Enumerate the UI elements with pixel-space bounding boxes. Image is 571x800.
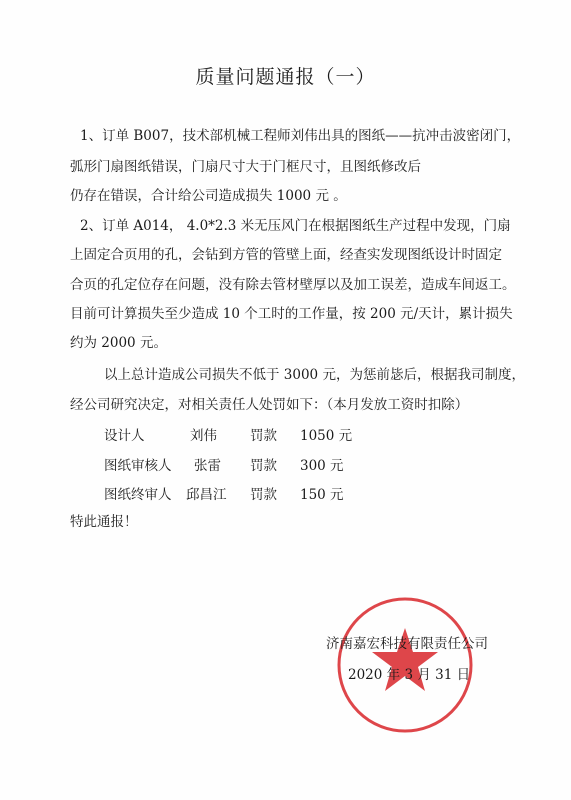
document-title: 质量问题通报（一）	[195, 66, 376, 88]
penalty-role: 图纸终审人	[104, 487, 172, 503]
paragraph-2-line-1: 2、订单 A014， 4.0*2.3 米无压风门在根据图纸生产过程中发现，门扇	[80, 218, 511, 234]
penalty-role: 设计人	[104, 428, 145, 444]
penalty-type: 罚款	[250, 458, 277, 474]
penalty-name: 张雷	[194, 458, 221, 474]
penalty-name: 刘伟	[190, 428, 217, 444]
paragraph-1-line-1: 1、订单 B007，技术部机械工程师刘伟出具的图纸——抗冲击波密闭门，	[80, 128, 521, 144]
summary-line-1: 以上总计造成公司损失不低于 3000 元，为惩前毖后，根据我司制度，	[104, 367, 525, 383]
document-date: 2020 年 3 月 31 日	[348, 667, 471, 683]
company-name: 济南嘉宏科技有限责任公司	[326, 636, 488, 652]
penalty-type: 罚款	[250, 428, 277, 444]
penalty-amount: 150 元	[300, 487, 344, 503]
penalty-amount: 300 元	[300, 458, 344, 474]
closing-text: 特此通报！	[70, 514, 138, 530]
paragraph-1-line-3: 仍存在错误，合计给公司造成损失 1000 元 。	[70, 188, 347, 204]
paragraph-2-line-2: 上固定合页用的孔，会钻到方管的管壁上面，经查实发现图纸设计时固定	[70, 247, 502, 263]
paragraph-2-line-5: 约为 2000 元。	[70, 335, 167, 351]
paragraph-2-line-4: 目前可计算损失至少造成 10 个工时的工作量，按 200 元/天计，累计损失	[70, 306, 513, 322]
penalty-type: 罚款	[250, 487, 277, 503]
summary-line-2: 经公司研究决定，对相关责任人处罚如下：（本月发放工资时扣除）	[70, 397, 469, 413]
penalty-name: 邱昌江	[186, 487, 227, 503]
paragraph-2-line-3: 合页的孔定位存在问题，没有除去管材壁厚以及加工误差，造成车间返工。	[70, 277, 516, 293]
paragraph-1-line-2: 弧形门扇图纸错误，门扇尺寸大于门框尺寸，且图纸修改后	[70, 159, 421, 175]
penalty-amount: 1050 元	[300, 428, 353, 444]
penalty-role: 图纸审核人	[104, 458, 172, 474]
